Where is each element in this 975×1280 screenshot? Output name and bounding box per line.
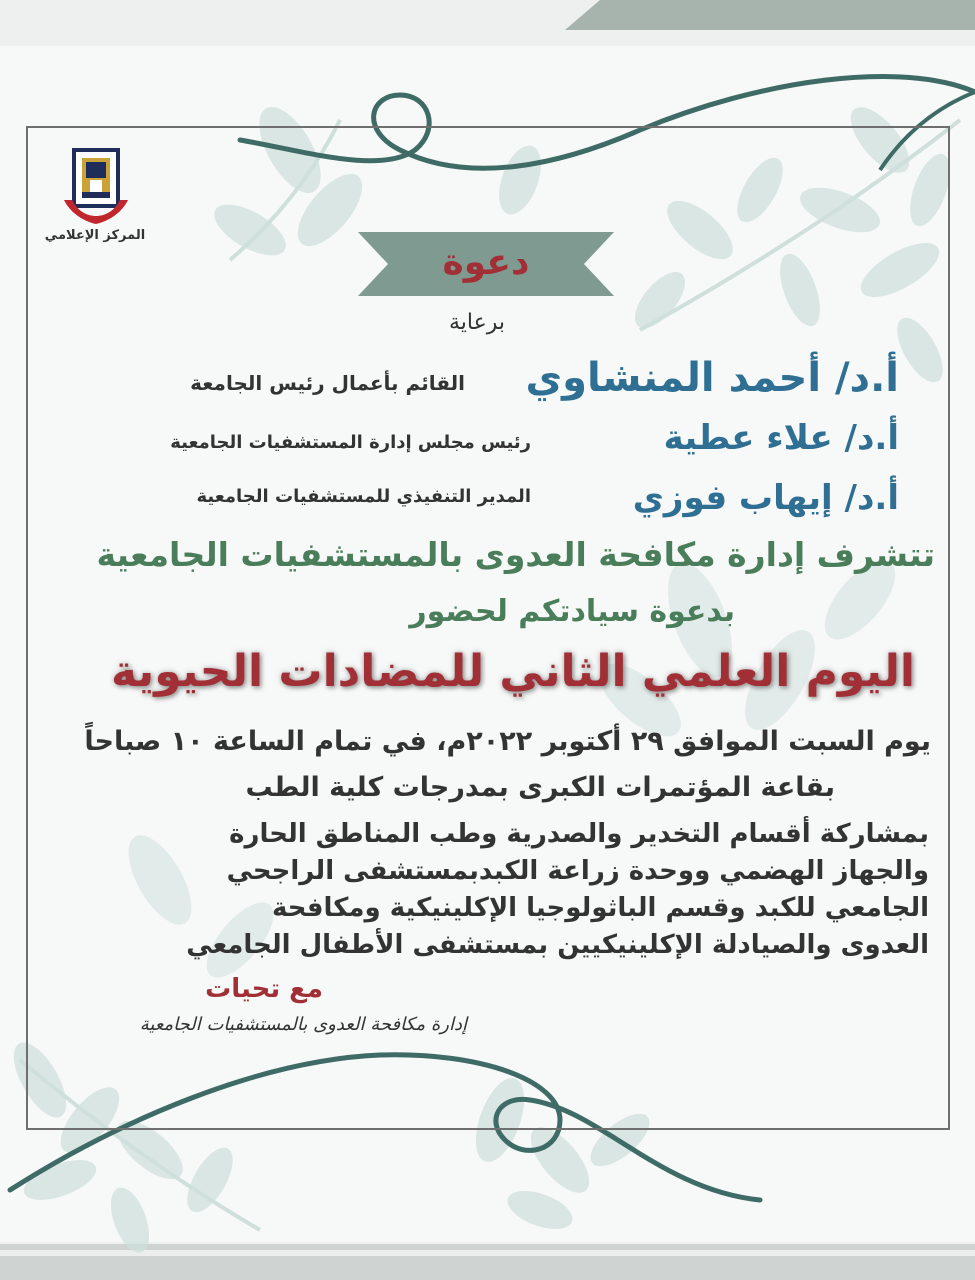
- logo-caption: المركز الإعلامي: [44, 228, 146, 243]
- participation-line-2: والجهاز الهضمي ووحدة زراعة الكبدبمستشفى الراجحي: [226, 856, 929, 886]
- person-name-3: أ.د/ إيهاب فوزي: [632, 478, 899, 518]
- event-title: اليوم العلمي الثاني للمضادات الحيوية: [110, 646, 915, 697]
- person-name-2: أ.د/ علاء عطية: [663, 418, 899, 458]
- invite-line: بدعوة سيادتكم لحضور: [409, 594, 735, 629]
- participation-line-1: بمشاركة أقسام التخدير والصدرية وطب المناطق الحارة: [229, 819, 929, 849]
- venue-line: بقاعة المؤتمرات الكبرى بمدرجات كلية الطب: [245, 772, 835, 803]
- person-role-3: المدير التنفيذي للمستشفيات الجامعية: [196, 486, 531, 507]
- sponsorship-label: برعاية: [448, 310, 505, 335]
- person-name-1: أ.د/ أحمد المنشاوي: [525, 355, 899, 401]
- regards-label: مع تحيات: [205, 974, 323, 1004]
- host-line: تتشرف إدارة مكافحة العدوى بالمستشفيات الجامعية: [96, 535, 935, 574]
- participation-block: [69, 816, 929, 964]
- person-role-1: القائم بأعمال رئيس الجامعة: [190, 371, 465, 395]
- participation-line-4: العدوى والصيادلة الإكلينيكيين بمستشفى الأطفال الجامعي: [186, 930, 929, 960]
- signature: إدارة مكافحة العدوى بالمستشفيات الجامعية: [139, 1014, 467, 1035]
- datetime-line: يوم السبت الموافق ٢٩ أكتوبر ٢٠٢٢م، في تمام الساعة ١٠ صباحاً: [84, 726, 931, 757]
- top-right-strip: [565, 0, 975, 30]
- university-seal-icon: [60, 148, 132, 228]
- bottom-strip: [0, 1244, 975, 1280]
- person-role-2: رئيس مجلس إدارة المستشفيات الجامعية: [170, 432, 531, 453]
- participation-line-3: الجامعي للكبد وقسم الباثولوجيا الإكلينيكية ومكافحة: [272, 893, 929, 923]
- invitation-title: دعوة: [442, 242, 530, 283]
